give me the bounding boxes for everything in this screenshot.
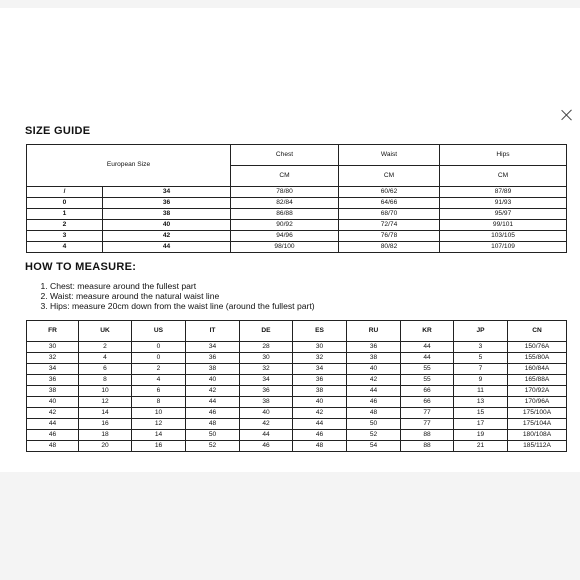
table-cell: 42	[27, 408, 79, 419]
table-cell: 88	[401, 441, 454, 452]
table-cell: 32	[293, 353, 347, 364]
table-cell: 10	[132, 408, 186, 419]
column-header: ES	[293, 321, 347, 342]
chest-unit: CM	[231, 166, 339, 187]
table-row	[27, 408, 567, 419]
table-cell: 6	[132, 386, 186, 397]
measure-steps-list	[38, 281, 315, 311]
how-to-measure-title: HOW TO MEASURE:	[25, 261, 137, 273]
table-cell: 34	[293, 364, 347, 375]
table-cell: 38	[293, 386, 347, 397]
table-cell: 20	[79, 441, 132, 452]
hips-unit: CM	[440, 166, 567, 187]
table-cell: 90/92	[231, 220, 339, 231]
table-cell: 44	[401, 342, 454, 353]
table-cell: 170/92A	[508, 386, 567, 397]
table-cell: 46	[27, 430, 79, 441]
close-icon[interactable]	[560, 108, 574, 122]
table-cell: 0	[27, 198, 103, 209]
table-cell: 44	[27, 419, 79, 430]
table-cell: 99/101	[440, 220, 567, 231]
table-cell: 77	[401, 419, 454, 430]
table-row	[27, 220, 567, 231]
table-cell: 77	[401, 408, 454, 419]
page-title: SIZE GUIDE	[25, 125, 91, 137]
table-cell: 50	[347, 419, 401, 430]
table-cell: 98/100	[231, 242, 339, 253]
table-cell: 18	[79, 430, 132, 441]
table-cell: 32	[27, 353, 79, 364]
table-cell: 7	[454, 364, 508, 375]
table-row	[27, 386, 567, 397]
table-cell: 44	[401, 353, 454, 364]
table-cell: 40	[27, 397, 79, 408]
table-cell: 44	[347, 386, 401, 397]
conversion-header-row	[27, 321, 567, 342]
table-cell: 42	[186, 386, 240, 397]
table-cell: 4	[132, 375, 186, 386]
column-header: DE	[240, 321, 293, 342]
table-cell: 8	[79, 375, 132, 386]
table-cell: 30	[240, 353, 293, 364]
table-cell: 17	[454, 419, 508, 430]
table-cell: 52	[186, 441, 240, 452]
table-cell: 175/100A	[508, 408, 567, 419]
table-cell: 19	[454, 430, 508, 441]
table-row	[27, 187, 567, 198]
table-cell: 52	[347, 430, 401, 441]
table-cell: 0	[132, 342, 186, 353]
table-cell: 76/78	[339, 231, 440, 242]
table-cell: 40	[103, 220, 231, 231]
table-cell: 68/70	[339, 209, 440, 220]
table-cell: 40	[293, 397, 347, 408]
table-cell: 36	[293, 375, 347, 386]
table-cell: 87/89	[440, 187, 567, 198]
table-cell: 0	[132, 353, 186, 364]
table-cell: 48	[347, 408, 401, 419]
table-cell: 1	[27, 209, 103, 220]
column-header: UK	[79, 321, 132, 342]
table-cell: 48	[27, 441, 79, 452]
column-header: FR	[27, 321, 79, 342]
table-cell: 38	[240, 397, 293, 408]
table-cell: 72/74	[339, 220, 440, 231]
bottom-backdrop	[0, 472, 580, 580]
waist-header: Waist	[339, 145, 440, 166]
table-cell: 46	[347, 397, 401, 408]
table-cell: 46	[186, 408, 240, 419]
table-cell: 36	[240, 386, 293, 397]
table-cell: 34	[27, 364, 79, 375]
table-cell: 38	[347, 353, 401, 364]
table-cell: 175/104A	[508, 419, 567, 430]
hips-header: Hips	[440, 145, 567, 166]
chest-header: Chest	[231, 145, 339, 166]
table-row	[27, 242, 567, 253]
table-cell: 80/82	[339, 242, 440, 253]
table-cell: 155/80A	[508, 353, 567, 364]
table-cell: 6	[79, 364, 132, 375]
european-size-header: European Size	[27, 145, 231, 187]
table-cell: 34	[103, 187, 231, 198]
table-cell: 44	[240, 430, 293, 441]
table-cell: 2	[79, 342, 132, 353]
table-cell: 10	[79, 386, 132, 397]
column-header: CN	[508, 321, 567, 342]
table-cell: 46	[240, 441, 293, 452]
table-cell: 64/66	[339, 198, 440, 209]
table-cell: 4	[27, 242, 103, 253]
column-header: RU	[347, 321, 401, 342]
table-cell: 55	[401, 375, 454, 386]
table-cell: 30	[293, 342, 347, 353]
table-cell: 30	[27, 342, 79, 353]
table-cell: 38	[103, 209, 231, 220]
table-cell: 16	[79, 419, 132, 430]
table-cell: 150/76A	[508, 342, 567, 353]
table-cell: /	[27, 187, 103, 198]
measure-step-hips: 3. Hips: measure 20cm down from the waist line (around the fullest part)	[50, 301, 315, 311]
table-cell: 95/97	[440, 209, 567, 220]
table-cell: 160/84A	[508, 364, 567, 375]
table-cell: 40	[347, 364, 401, 375]
table-cell: 48	[293, 441, 347, 452]
table-cell: 28	[240, 342, 293, 353]
table-cell: 38	[27, 386, 79, 397]
table-cell: 42	[293, 408, 347, 419]
table-row	[27, 441, 567, 452]
table-cell: 94/96	[231, 231, 339, 242]
table-cell: 46	[293, 430, 347, 441]
waist-unit: CM	[339, 166, 440, 187]
table-cell: 36	[103, 198, 231, 209]
table-cell: 48	[186, 419, 240, 430]
table-cell: 40	[240, 408, 293, 419]
column-header: IT	[186, 321, 240, 342]
table-cell: 42	[103, 231, 231, 242]
size-table	[26, 144, 567, 253]
table-cell: 54	[347, 441, 401, 452]
table-cell: 11	[454, 386, 508, 397]
measure-step-waist: 2. Waist: measure around the natural waist line	[50, 291, 315, 301]
table-cell: 14	[79, 408, 132, 419]
table-cell: 36	[347, 342, 401, 353]
table-cell: 55	[401, 364, 454, 375]
table-cell: 185/112A	[508, 441, 567, 452]
table-row	[27, 397, 567, 408]
table-cell: 44	[293, 419, 347, 430]
table-row	[27, 430, 567, 441]
table-cell: 107/109	[440, 242, 567, 253]
column-header: KR	[401, 321, 454, 342]
table-cell: 40	[186, 375, 240, 386]
table-cell: 3	[27, 231, 103, 242]
table-cell: 12	[79, 397, 132, 408]
table-cell: 38	[186, 364, 240, 375]
table-row	[27, 209, 567, 220]
table-cell: 88	[401, 430, 454, 441]
table-cell: 170/96A	[508, 397, 567, 408]
table-row	[27, 364, 567, 375]
table-cell: 44	[186, 397, 240, 408]
table-row	[27, 419, 567, 430]
table-cell: 14	[132, 430, 186, 441]
table-cell: 2	[27, 220, 103, 231]
table-cell: 78/80	[231, 187, 339, 198]
size-table-header-row	[27, 145, 567, 166]
table-cell: 60/62	[339, 187, 440, 198]
table-cell: 36	[186, 353, 240, 364]
table-cell: 15	[454, 408, 508, 419]
column-header: JP	[454, 321, 508, 342]
table-cell: 180/108A	[508, 430, 567, 441]
table-cell: 16	[132, 441, 186, 452]
table-cell: 8	[132, 397, 186, 408]
table-row	[27, 231, 567, 242]
table-cell: 103/105	[440, 231, 567, 242]
table-cell: 21	[454, 441, 508, 452]
table-cell: 91/93	[440, 198, 567, 209]
table-row	[27, 375, 567, 386]
table-cell: 5	[454, 353, 508, 364]
size-conversion-table	[26, 320, 567, 452]
table-row	[27, 342, 567, 353]
column-header: US	[132, 321, 186, 342]
table-cell: 42	[240, 419, 293, 430]
table-cell: 9	[454, 375, 508, 386]
table-cell: 2	[132, 364, 186, 375]
table-row	[27, 353, 567, 364]
table-cell: 42	[347, 375, 401, 386]
table-cell: 36	[27, 375, 79, 386]
table-cell: 66	[401, 397, 454, 408]
measure-step-chest: 1. Chest: measure around the fullest part	[50, 281, 315, 291]
table-cell: 50	[186, 430, 240, 441]
table-cell: 12	[132, 419, 186, 430]
table-cell: 44	[103, 242, 231, 253]
table-cell: 3	[454, 342, 508, 353]
table-cell: 86/88	[231, 209, 339, 220]
table-cell: 4	[79, 353, 132, 364]
table-row	[27, 198, 567, 209]
top-backdrop	[0, 0, 580, 8]
table-cell: 34	[240, 375, 293, 386]
table-cell: 13	[454, 397, 508, 408]
table-cell: 66	[401, 386, 454, 397]
table-cell: 82/84	[231, 198, 339, 209]
table-cell: 32	[240, 364, 293, 375]
table-cell: 165/88A	[508, 375, 567, 386]
table-cell: 34	[186, 342, 240, 353]
